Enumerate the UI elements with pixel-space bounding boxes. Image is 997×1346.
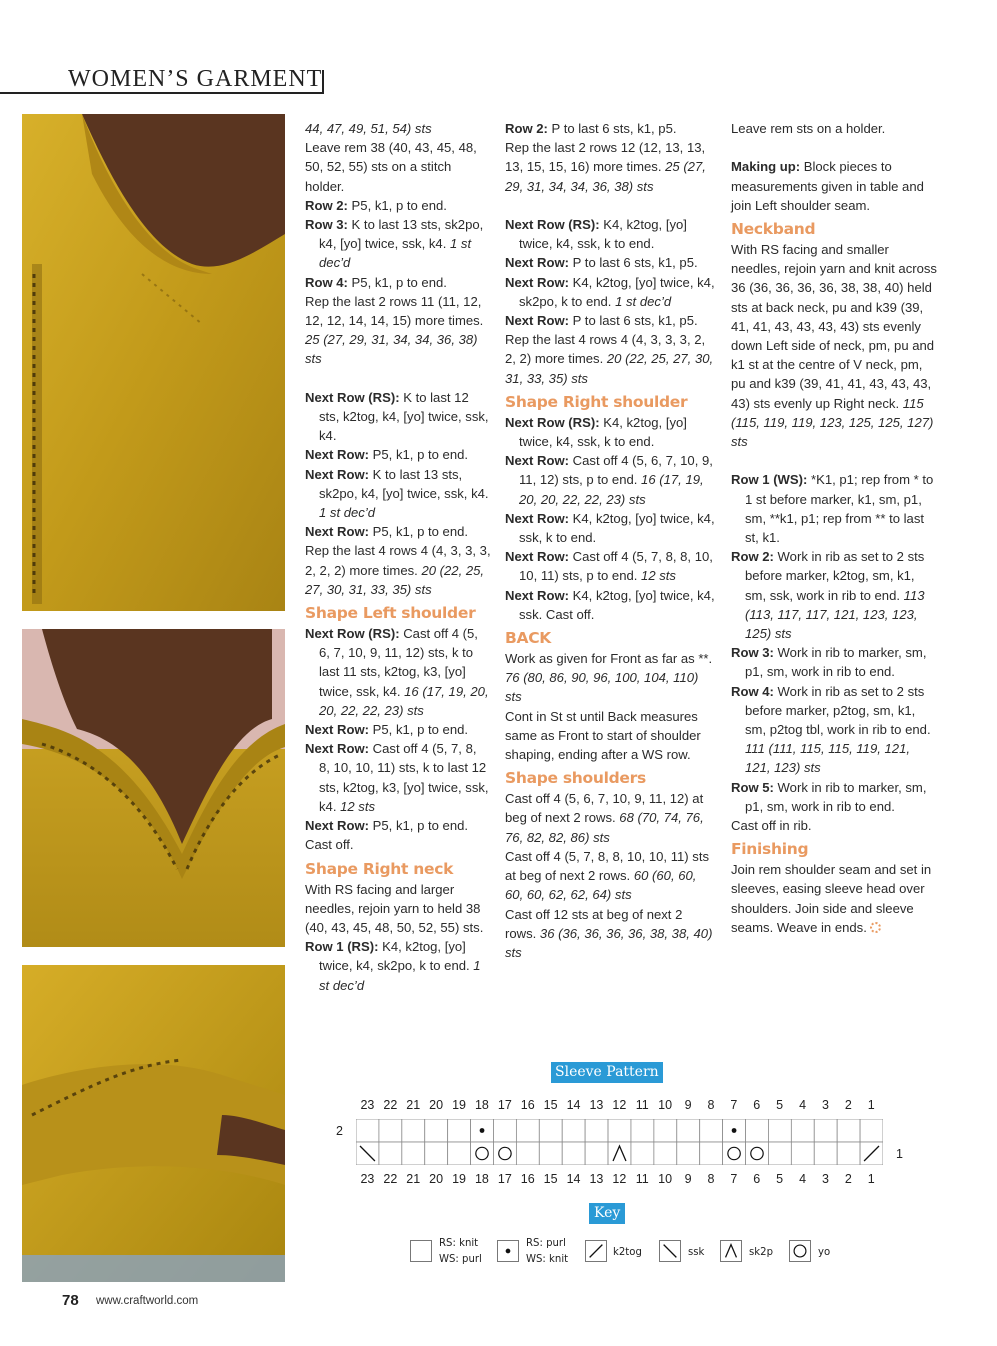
chart-column-number: 17 xyxy=(497,1098,512,1112)
chart-column-number: 15 xyxy=(543,1172,558,1186)
chart-cell xyxy=(493,1142,516,1165)
instruction-text: K4, k2tog, [yo] twice, k4, ssk. Cast off. xyxy=(519,587,715,622)
row-label: Next Row: xyxy=(505,510,570,526)
chart-column-number: 3 xyxy=(821,1098,829,1112)
row-label: Next Row (RS): xyxy=(305,626,400,642)
chart-cell xyxy=(814,1142,837,1165)
chart-column-numbers-top xyxy=(356,1097,883,1113)
stitch-count: 25 (27, 29, 31, 34, 34, 36, 38) sts xyxy=(305,332,478,367)
key-label-ssk: ssk xyxy=(688,1245,705,1258)
photo-illustration-side xyxy=(22,114,285,611)
chart-cell xyxy=(837,1142,860,1165)
chart-cell xyxy=(791,1142,814,1165)
pattern-row-instruction xyxy=(505,547,715,585)
chart-column-number: 5 xyxy=(776,1172,784,1186)
chart-cell xyxy=(402,1119,425,1142)
chart-cell xyxy=(425,1142,448,1165)
instruction-text: Cast off 4 (5, 7, 8, 8, 10, 10, 11) sts, p to end. xyxy=(519,549,713,584)
instruction-text: Leave rem sts on a holder. xyxy=(731,121,886,136)
stitch-count: 20 (22, 25, 27, 30, 31, 33, 35) sts xyxy=(305,562,485,597)
chart-cell xyxy=(791,1119,814,1142)
row-label: Next Row: xyxy=(305,447,370,463)
text-column-3 xyxy=(731,119,937,937)
text-column-1 xyxy=(305,119,491,995)
paragraph xyxy=(505,138,715,196)
chart-cell xyxy=(539,1119,562,1142)
chart-column-number: 22 xyxy=(383,1098,398,1112)
pattern-row-instruction xyxy=(505,119,715,138)
row-label: Next Row (RS): xyxy=(505,217,600,232)
paragraph xyxy=(731,119,937,138)
instruction-text: Cast off 4 (5, 6, 7, 10, 9, 11, 12) at beg of next 2 rows. xyxy=(505,791,704,826)
row-label: Row 5: xyxy=(731,779,774,795)
chart-column-number: 5 xyxy=(776,1098,784,1112)
chart-column-number: 20 xyxy=(429,1098,444,1112)
instruction-text: P to last 6 sts, k1, p5. xyxy=(569,313,698,329)
paragraph xyxy=(305,292,491,369)
photo-illustration-sleeve xyxy=(22,965,285,1282)
chart-cell xyxy=(425,1119,448,1142)
instruction-text: Join rem shoulder seam and set in sleeves, easing sleeve head over shoulders. Join side and sleeve seams. Weave in ends. xyxy=(731,862,932,935)
pattern-row-instruction xyxy=(505,509,715,547)
row-label: Next Row: xyxy=(305,722,370,738)
pattern-row-instruction xyxy=(305,273,491,292)
chart-column-number: 10 xyxy=(658,1098,673,1112)
instruction-text: K4, k2tog, [yo] twice, k4, ssk, k to end. xyxy=(519,510,715,546)
chart-symbol-purl xyxy=(480,1128,485,1133)
instruction-text: Cast off 12 sts at beg of next 2 rows. xyxy=(505,906,683,941)
chart-cell xyxy=(700,1119,723,1142)
pattern-row-instruction xyxy=(505,413,715,451)
paragraph xyxy=(305,138,491,196)
row-label: Row 2: xyxy=(305,197,348,213)
instruction-text: With RS facing and smaller needles, rejoin yarn and knit across 36 (36, 36, 36, 36, 38, 38, 40) held sts at back neck, pu and k39 (39, 41, 41, 43, 43, 43, 43) sts evenly down Left side of neck, pm, pu and k1 st at the centre of V neck, pm, pu and k39 (39, 41, 41, 43, 43, 43, 43) sts evenly up Right neck. xyxy=(731,242,937,411)
chart-column-number: 14 xyxy=(566,1172,581,1186)
chart-cell xyxy=(768,1119,791,1142)
section-heading: Shape Left shoulder xyxy=(305,604,476,623)
stitch-count: 76 (80, 86, 90, 96, 100, 104, 110) sts xyxy=(505,670,699,705)
chart-cell xyxy=(516,1142,539,1165)
pattern-row-instruction xyxy=(731,682,937,778)
instruction-text: P5, k1, p to end. xyxy=(369,447,469,463)
row-label: Next Row: xyxy=(505,549,570,565)
chart-column-number: 18 xyxy=(474,1172,489,1186)
bold-lead: Making up: xyxy=(731,159,801,175)
section-heading: Finishing xyxy=(731,840,809,859)
instruction-text: P5, k1, p to end. xyxy=(369,818,469,834)
key-label-sk2p: sk2p xyxy=(749,1245,774,1258)
chart-column-number: 11 xyxy=(635,1172,649,1186)
paragraph xyxy=(505,330,715,388)
pattern-row-instruction xyxy=(305,445,491,464)
row-label: Row 1 (RS): xyxy=(305,939,379,955)
pattern-row-instruction xyxy=(305,816,491,835)
chart-cell xyxy=(562,1142,585,1165)
row-label: Next Row (RS): xyxy=(305,389,400,405)
instruction-text: K to last 13 sts, sk2po, k4, [yo] twice, ssk, k4. xyxy=(319,466,489,501)
pattern-row-instruction xyxy=(305,465,491,523)
row-label: Next Row: xyxy=(305,818,370,834)
pattern-row-instruction xyxy=(305,937,491,995)
key-symbol-purl xyxy=(497,1240,519,1262)
paragraph xyxy=(505,649,715,707)
instruction-text: Work in rib as set to 2 sts before marker, p2tog, sm, k1, sm, p2tog tbl, work in rib to end. xyxy=(745,683,931,738)
instruction-text: Cast off 4 (5, 6, 7, 10, 9, 11, 12) sts, k to last 11 sts, k2tog, k3, [yo] twice, ssk, k4. xyxy=(319,626,478,699)
chart-row-label-2: 2 xyxy=(336,1124,343,1138)
pattern-row-instruction xyxy=(731,547,937,643)
instruction-text: Work in rib to marker, sm, p1, sm, work in rib to end. xyxy=(745,645,927,680)
row-label: Row 2: xyxy=(505,121,548,136)
row-label: Next Row (RS): xyxy=(505,414,600,430)
chart-column-number: 8 xyxy=(707,1098,715,1112)
chart-column-number: 16 xyxy=(520,1172,535,1186)
pattern-row-instruction xyxy=(505,273,715,311)
paragraph-gap xyxy=(731,138,937,157)
page-number: 78 xyxy=(62,1292,79,1309)
pattern-row-instruction xyxy=(731,643,937,681)
chart-column-number: 21 xyxy=(406,1098,421,1112)
paragraph xyxy=(731,816,937,835)
key-symbol-ssk xyxy=(659,1240,681,1262)
chart-cell xyxy=(631,1119,654,1142)
text-column-2 xyxy=(505,119,715,962)
chart-row-label-1: 1 xyxy=(896,1147,903,1161)
chart-column-number: 19 xyxy=(452,1098,466,1112)
chart-cell xyxy=(814,1119,837,1142)
ssk-backslash-icon xyxy=(660,1241,680,1261)
key-symbol-sk2p xyxy=(720,1240,742,1262)
paragraph xyxy=(505,789,715,847)
instruction-text: Work in rib to marker, sm, p1, sm, work in rib to end. xyxy=(745,779,927,814)
pattern-row-instruction xyxy=(305,624,491,720)
instruction-text: Rep the last 2 rows 12 (12, 13, 13, 13, 15, 15, 16) more times. xyxy=(505,140,706,175)
k2tog-slash-icon xyxy=(586,1241,606,1261)
instruction-text: K to last 13 sts, sk2po, k4, [yo] twice, ssk, k4. xyxy=(319,217,484,252)
chart-column-number: 13 xyxy=(589,1098,604,1112)
paragraph xyxy=(505,707,715,765)
chart-column-number: 22 xyxy=(383,1172,398,1186)
instruction-text: Rep the last 2 rows 11 (11, 12, 12, 12, 14, 14, 15) more times. xyxy=(305,293,484,329)
chart-column-number: 1 xyxy=(867,1172,875,1186)
instruction-text: Cast off 4 (5, 7, 8, 8, 10, 10, 11) sts at beg of next 2 rows. xyxy=(505,848,710,884)
chart-cell xyxy=(631,1142,654,1165)
paragraph-gap xyxy=(731,451,937,470)
chart-column-number: 1 xyxy=(867,1098,875,1112)
instruction-text: P to last 6 sts, k1, p5. xyxy=(569,255,698,271)
chart-cell xyxy=(585,1119,608,1142)
chart-column-number: 15 xyxy=(543,1098,558,1112)
sk2p-caret-icon xyxy=(721,1241,741,1261)
chart-column-number: 16 xyxy=(520,1098,535,1112)
photo-illustration-neckline xyxy=(22,629,285,947)
stitch-count: 1 st dec’d xyxy=(319,236,472,271)
chart-cell xyxy=(677,1119,700,1142)
chart-column-number: 2 xyxy=(844,1172,852,1186)
instruction-text: Rep the last 4 rows 4 (4, 3, 3, 3, 2, 2, 2) more times. xyxy=(305,543,491,578)
instruction-text: P5, k1, p to end. xyxy=(347,197,447,213)
chart-column-number: 7 xyxy=(730,1098,738,1112)
chart-column-number: 23 xyxy=(360,1172,375,1186)
chart-column-number: 7 xyxy=(730,1172,738,1186)
paragraph xyxy=(305,541,491,599)
chart-cell xyxy=(700,1142,723,1165)
stitch-count: 12 sts xyxy=(641,568,676,584)
chart-cell xyxy=(677,1142,700,1165)
instruction-text: K to last 12 sts, k2tog, k4, [yo] twice, ssk, k4. xyxy=(319,389,489,444)
footer-url: www.craftworld.com xyxy=(96,1295,199,1307)
chart-column-number: 10 xyxy=(658,1172,673,1186)
row-label: Row 2: xyxy=(731,549,774,565)
photo-sweater-side-view xyxy=(22,114,285,611)
pattern-row-instruction xyxy=(305,739,491,816)
chart-column-number: 21 xyxy=(406,1172,421,1186)
instruction-text: P5, k1, p to end. xyxy=(347,274,447,290)
stitch-count: 111 (111, 115, 115, 119, 121, 121, 123) sts xyxy=(745,741,911,776)
paragraph xyxy=(505,905,715,963)
instruction-text: P5, k1, p to end. xyxy=(369,524,469,540)
chart-column-number: 23 xyxy=(360,1098,375,1112)
paragraph xyxy=(305,835,491,854)
pattern-row-instruction xyxy=(505,586,715,624)
sleeve-pattern-chart-grid xyxy=(356,1119,883,1165)
end-of-article-icon xyxy=(870,922,881,933)
stitch-count: 1 st dec’d xyxy=(615,293,672,309)
row-label: Next Row: xyxy=(505,313,570,329)
row-label: Next Row: xyxy=(305,524,370,540)
paragraph xyxy=(731,860,937,937)
chart-column-number: 2 xyxy=(844,1098,852,1112)
pattern-row-instruction xyxy=(305,388,491,446)
stitch-count: 16 (17, 19, 20, 20, 22, 22, 23) sts xyxy=(319,683,489,718)
chart-cell xyxy=(654,1142,677,1165)
paragraph xyxy=(731,240,937,451)
chart-column-number: 6 xyxy=(753,1172,761,1186)
instruction-text: *K1, p1; rep from * to 1 st before marker, k1, sm, p1, sm, **k1, p1; rep from ** to last st, k1. xyxy=(745,472,934,546)
key-label-knit: RS: knit WS: purl xyxy=(439,1236,482,1265)
chart-column-number: 3 xyxy=(821,1172,829,1186)
chart-column-number: 9 xyxy=(684,1098,692,1112)
row-label: Row 4: xyxy=(731,683,774,699)
pattern-row-instruction xyxy=(731,470,937,547)
stitch-count: 1 st dec’d xyxy=(319,958,481,993)
stitch-count: 36 (36, 36, 36, 36, 38, 38, 40) sts xyxy=(505,925,713,960)
instruction-text: Work as given for Front as far as **. xyxy=(505,651,713,667)
chart-title: Sleeve Pattern xyxy=(551,1062,663,1083)
key-label-k2tog: k2tog xyxy=(613,1245,642,1258)
chart-cell xyxy=(448,1119,471,1142)
instruction-text: Work in rib as set to 2 sts before marker, k2tog, sm, k1, sm, ssk, work in rib to end. xyxy=(745,549,925,603)
stitch-count: 113 (113, 117, 117, 121, 123, 123, 125) sts xyxy=(745,587,925,642)
row-label: Row 4: xyxy=(305,274,348,290)
row-label: Next Row: xyxy=(505,587,570,603)
section-title: WOMEN’S GARMENT xyxy=(68,66,323,92)
chart-column-number: 4 xyxy=(799,1172,807,1186)
purl-dot-icon xyxy=(498,1241,518,1261)
instruction-text: K4, k2tog, [yo] twice, k4, ssk, k to end. xyxy=(519,414,687,450)
instruction-text: Cast off 4 (5, 7, 8, 8, 10, 10, 11) sts, k to last 12 sts, k2tog, k3, [yo] twice, ssk, k4. xyxy=(319,741,489,814)
chart-column-number: 14 xyxy=(566,1098,581,1112)
key-label-yo: yo xyxy=(818,1245,831,1258)
instruction-text: K4, k2tog, [yo] twice, k4, sk2po, k to end. xyxy=(319,939,474,974)
pattern-row-instruction xyxy=(505,451,715,509)
chart-cell xyxy=(448,1142,471,1165)
chart-cell xyxy=(516,1119,539,1142)
chart-cell xyxy=(356,1119,379,1142)
section-heading: Shape shoulders xyxy=(505,769,646,788)
chart-column-number: 4 xyxy=(799,1098,807,1112)
stitch-count: 25 (27, 29, 31, 34, 34, 36, 38) sts xyxy=(505,159,706,194)
chart-cell xyxy=(493,1119,516,1142)
stitch-count: 12 sts xyxy=(340,798,376,814)
instruction-text: Leave rem 38 (40, 43, 45, 48, 50, 52, 55) sts on a stitch holder. xyxy=(305,140,477,194)
key-title: Key xyxy=(589,1203,625,1224)
chart-cell xyxy=(860,1119,883,1142)
instruction-text: Rep the last 4 rows 4 (4, 3, 3, 3, 2, 2, 2) more times. xyxy=(505,332,706,367)
pattern-row-instruction xyxy=(305,522,491,541)
key-symbol-yo xyxy=(789,1240,811,1262)
header-rule xyxy=(0,92,324,94)
stitch-count: 115 (115, 119, 119, 123, 125, 125, 127) sts xyxy=(731,395,934,450)
key-symbol-knit xyxy=(410,1240,432,1262)
chart-column-number: 12 xyxy=(612,1098,627,1112)
key-label-purl: RS: purl WS: knit xyxy=(526,1236,569,1265)
chart-cell xyxy=(746,1119,769,1142)
photo-sweater-sleeve-closeup xyxy=(22,965,285,1282)
instruction-text: 44, 47, 49, 51, 54) sts xyxy=(305,121,432,136)
chart-column-number: 9 xyxy=(684,1172,692,1186)
chart-cell xyxy=(539,1142,562,1165)
row-label: Next Row: xyxy=(505,274,570,290)
section-heading: BACK xyxy=(505,629,551,648)
chart-column-numbers-bottom xyxy=(356,1171,883,1187)
section-heading: Neckband xyxy=(731,220,816,238)
chart-cell xyxy=(746,1142,769,1165)
yo-circle-icon xyxy=(790,1241,810,1261)
paragraph-gap xyxy=(505,196,715,215)
chart-column-number: 8 xyxy=(707,1172,715,1186)
instruction-text: K4, k2tog, [yo] twice, k4, ssk, k to end. xyxy=(519,217,687,252)
chart-cell xyxy=(654,1119,677,1142)
chart-column-number: 18 xyxy=(474,1098,489,1112)
row-label: Row 3: xyxy=(305,217,348,233)
pattern-row-instruction xyxy=(305,196,491,215)
stitch-count: 60 (60, 60, 60, 60, 62, 62, 64) sts xyxy=(505,868,697,903)
chart-column-number: 12 xyxy=(612,1172,627,1186)
stitch-count: 16 (17, 19, 20, 20, 22, 22, 23) sts xyxy=(519,472,704,507)
chart-cell xyxy=(379,1119,402,1142)
instruction-text: Cast off 4 (5, 6, 7, 10, 9, 11, 12) sts, p to end. xyxy=(519,453,713,488)
section-heading: Shape Right neck xyxy=(305,859,454,878)
stitch-count: 1 st dec’d xyxy=(319,505,376,521)
chart-cell xyxy=(471,1142,494,1165)
pattern-row-instruction xyxy=(505,253,715,272)
pattern-row-instruction xyxy=(505,215,715,253)
instruction-text: Block pieces to measurements given in table and join Left shoulder seam. xyxy=(731,159,924,213)
pattern-row-instruction xyxy=(505,311,715,330)
chart-column-number: 6 xyxy=(753,1098,761,1112)
paragraph xyxy=(505,847,715,905)
section-heading: Shape Right shoulder xyxy=(505,392,688,411)
pattern-row-instruction xyxy=(731,778,937,816)
chart-cell xyxy=(768,1142,791,1165)
row-label: Next Row: xyxy=(305,741,370,757)
chart-column-number: 17 xyxy=(497,1172,512,1186)
row-label: Next Row: xyxy=(505,255,570,271)
instruction-text: With RS facing and larger needles, rejoin yarn to held 38 (40, 43, 45, 48, 50, 52, 55) sts. xyxy=(305,881,484,935)
row-label: Row 3: xyxy=(731,645,774,661)
chart-cell xyxy=(723,1142,746,1165)
chart-cell xyxy=(402,1142,425,1165)
instruction-text: Cast off in rib. xyxy=(731,818,812,834)
chart-column-number: 19 xyxy=(452,1172,466,1186)
chart-column-number: 20 xyxy=(429,1172,444,1186)
row-label: Next Row: xyxy=(505,453,570,469)
instruction-text: P5, k1, p to end. xyxy=(369,722,469,738)
stitch-count: 68 (70, 74, 76, 76, 82, 82, 86) sts xyxy=(505,810,704,845)
chart-cell xyxy=(585,1142,608,1165)
chart-cell xyxy=(379,1142,402,1165)
paragraph xyxy=(731,157,937,215)
instruction-text: Cont in St st until Back measures same as Front to start of shoulder shaping, ending after a WS row. xyxy=(505,708,701,763)
chart-cell xyxy=(562,1119,585,1142)
instruction-text: Cast off. xyxy=(305,837,354,853)
instruction-text: P to last 6 sts, k1, p5. xyxy=(547,121,677,136)
stitch-count: 20 (22, 25, 27, 30, 31, 33, 35) sts xyxy=(505,351,714,386)
header-rule-tick xyxy=(322,70,324,94)
chart-symbol-purl xyxy=(732,1128,737,1133)
pattern-row-instruction xyxy=(305,720,491,739)
chart-cell xyxy=(608,1119,631,1142)
row-label: Row 1 (WS): xyxy=(731,472,808,488)
instruction-text: K4, k2tog, [yo] twice, k4, sk2po, k to end. xyxy=(519,274,715,309)
paragraph-gap xyxy=(305,369,491,388)
chart-column-number: 11 xyxy=(635,1098,649,1112)
chart-column-number: 13 xyxy=(589,1172,604,1186)
chart-cell xyxy=(837,1119,860,1142)
paragraph xyxy=(305,880,491,938)
photo-sweater-neckline-closeup xyxy=(22,629,285,947)
pattern-row-instruction xyxy=(305,215,491,273)
row-label: Next Row: xyxy=(305,466,370,482)
key-symbol-k2tog xyxy=(585,1240,607,1262)
paragraph xyxy=(305,119,491,138)
